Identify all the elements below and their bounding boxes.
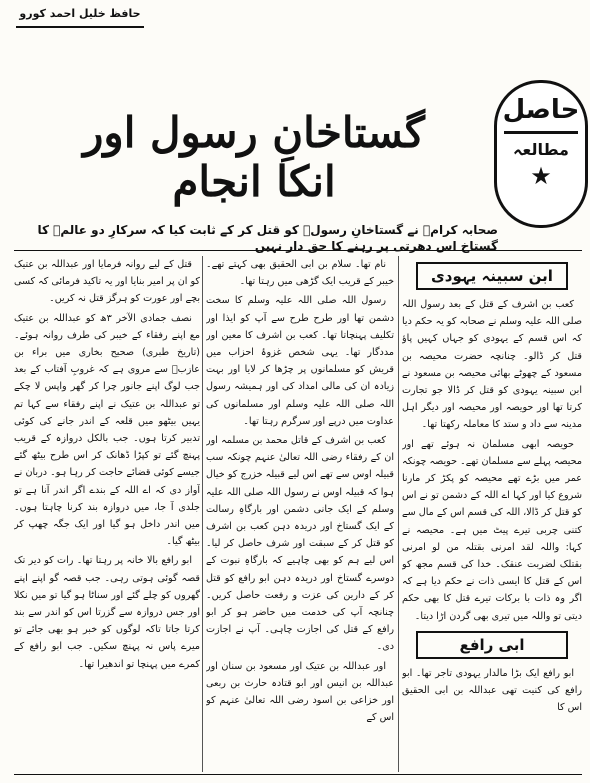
paragraph: ابو رافع ایک بڑا مالدار یہودی تاجر تھا۔ ابو رافع کی کنیت تھی عبداللہ بن ابی الحقیق اس کا (402, 667, 582, 714)
bottom-rule (14, 774, 582, 775)
badge-divider (504, 131, 578, 134)
paragraph: ابو رافع بالا خانہ پر رہتا تھا۔ رات کو دیر تک قصہ گوئی ہوتی رہی۔ جب قصہ گو اپنے اپنے گھروں کو چلے گئے اور سناٹا ہو گیا تو میں نکلا اور جس دروازہ سے گزرتا اس کو اندر سے بند کرتا جاتا تاکہ لوگوں کو خبر ہو بھی جائے تو میرے پاس نہ پہنچ سکیں۔ جب ابو رافع کے کمرے میں پہنچا تو اندھیرا تھا۔ (14, 555, 200, 670)
paragraph: حویصہ ابھی مسلمان نہ ہوئے تھے اور محیصہ پہلے سے مسلمان تھے۔ حویصہ چونکہ عمر میں بڑے تھے محیصہ کو پکڑ کر مارنا شروع کیا اور کہا اے اللہ کے دشمن تو نے اس کو قتل کر ڈالا، اللہ کی قسم اس کے مال سے کتنی چربی تیرے پیٹ میں ہے۔ محیصہ نے کہا: واللہ لقد امرنی بقتلہ من لو امرنی بقتلک لضربت عنقک۔ خدا کی قسم مجھ کو اس کے قتل کا ایسی ذات نے حکم دیا ہے کہ اگر وہ ذات با برکات تیرے قتل کا بھی حکم دیتی تو واللہ میں تیری بھی گردن اڑا دیتا۔ (402, 438, 582, 622)
column-separator (398, 256, 399, 772)
paragraph: قتل کے لیے روانہ فرمایا اور عبداللہ بن عتیک کو ان پر امیر بنایا اور یہ تاکید فرمائی کہ کسی بچے اور عورت کو ہرگز قتل نہ کریں۔ (14, 259, 200, 305)
paragraph: نام تھا۔ سلام بن ابی الحقیق بھی کہتے تھے۔ خیبر کے قریب ایک گڑھی میں رہتا تھا۔ (206, 259, 394, 288)
column-separator (202, 256, 203, 772)
article-title: گستاخانِ رسول اور انکا انجام (83, 108, 425, 206)
paragraph: کعب بن اشرف کے قتل کے بعد رسول اللہ صلی اللہ علیہ وسلم نے صحابہ کو یہ حکم دیا کہ اس قسم کے یہودی کو جہاں کہیں پاؤ قتل کر ڈالو۔ چنانچہ حضرت محیصہ بن مسعود کے چھوٹے بھائی محیصہ بن مسعود نے ابن سبینہ یہودی کو قتل کر ڈالا جو تجارت کرتا تھا اور حویصہ اور محیصہ اور دیگر اہل مدینہ سے داد و ستد کا معاملہ رکھتا تھا۔ (402, 299, 582, 431)
badge-top-label: حاصل (502, 95, 580, 125)
paragraph: اور عبداللہ بن عتیک اور مسعود بن سنان اور عبداللہ بن انیس اور ابو قتادہ حارث بن ربعی اور خزاعی بن اسود رضی اللہ تعالیٰ عنہم کو اس کے (206, 660, 394, 724)
article-subtitle: صحابہ کرامؓ نے گستاخانِ رسولؐ کو قتل کر کے ثابت کیا کہ سرکارِ دو عالمؐ کا گستاخ اس دھرتی پر رہنے کا حق دار نہیں (37, 223, 498, 253)
section-badge (494, 80, 588, 228)
paragraph: کعب بن اشرف کے قاتل محمد بن مسلمہ اور ان کے رفقاء رضی اللہ تعالیٰ عنہم چونکہ سب قبیلہ اوس سے تھے اس لیے قبیلہ خزرج کو خیال ہوا کہ قبیلہ اوس نے رسول اللہ صلی اللہ علیہ وسلم کے ایک جانی دشمن اور بارگاہِ رسالت کے ایک گستاخ اور دریدہ دہن کعب بن اشرف کو قتل کر کے سبقت اور شرف حاصل کر لیا۔ اس لیے ہم کو بھی چاہیے کہ بارگاہِ نبوت کے دوسرے گستاخ اور دریدہ دہن ابو رافع کو قتل کر کے دارین کی عزت و رفعت حاصل کریں۔ چنانچہ آپ کی خدمت میں حاضر ہو کر ابو رافع کے قتل کی اجازت چاہی۔ آپ نے اجازت دی۔ (206, 435, 394, 653)
star-icon: ★ (530, 162, 552, 190)
top-rule (14, 250, 582, 251)
section-heading: ابی رافع (416, 631, 568, 659)
column-right (402, 256, 582, 772)
section-heading: ابن سبینہ یہودی (416, 262, 568, 290)
paragraph: رسول اللہ صلی اللہ علیہ وسلم کا سخت دشمن تھا اور طرح طرح سے آپ کو ایذا اور تکلیف پہنچاتا تھا۔ کعب بن اشرف کا معین اور مددگار تھا۔ یہی شخص غزوۂ احزاب میں قریش کو مسلمانوں پر چڑھا کر لایا اور بہت زیادہ ان کی مالی امداد کی اور ہمیشہ رسول اللہ صلی اللہ علیہ وسلم اور مسلمانوں کی عداوت میں درپے اور سرگرم رہتا تھا۔ (206, 295, 394, 427)
column-middle (206, 256, 394, 772)
paragraph: نصف جمادی الآخر ۳ھ کو عبداللہ بن عتیک مع اپنے رفقاء کے خیبر کی طرف روانہ ہوئے۔ (تاریخ طبری) صحیح بخاری میں براء بن عازبؓ سے مروی ہے کہ غروبِ آفتاب کے بعد جب لوگ اپنے جانور چرا کر گھر واپس لا چکے تو عبداللہ بن عتیک نے اپنے رفقاء سے کہا تم یہیں بیٹھو میں قلعہ کے اندر جانے کی کوئی تدبیر کرتا ہوں۔ جب بالکل دروازہ کے قریب پہنچ گئے تو کپڑا ڈھانک کر اس طرح بیٹھ گئے جیسے کوئی قضائے حاجت کر رہا ہو۔ دربان نے آواز دی کہ اے اللہ کے بندے اگر اندر آنا ہے تو جلدی آ جا، میں دروازہ بند کرنا چاہتا ہوں۔ میں اندر داخل ہو گیا اور ایک جگہ چھپ کر بیٹھ گیا۔ (14, 312, 200, 548)
column-left (14, 256, 200, 772)
author-byline: حافظ خلیل احمد کورو (16, 4, 144, 28)
badge-bottom-label: مطالعہ (513, 140, 569, 159)
